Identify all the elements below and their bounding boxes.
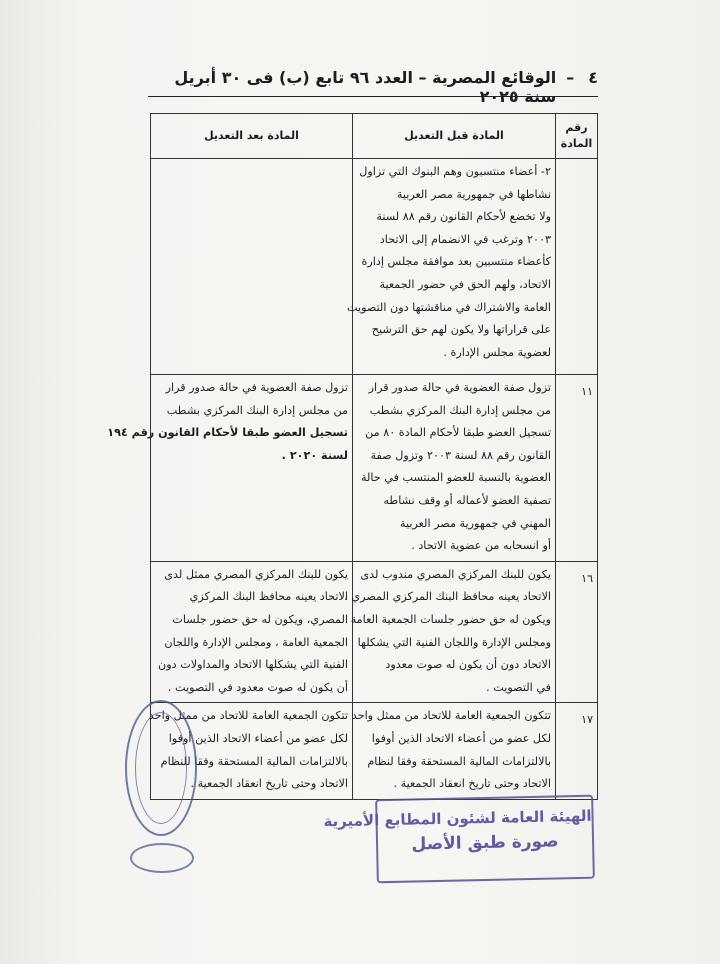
official-seal	[125, 700, 197, 836]
page-header: ٤ – الوقائع المصرية – العدد ٩٦ تابع (ب) فى ٣٠ أبريل سنة ٢٠٢٥	[160, 68, 598, 106]
article-text-line: لسنة ٢٠٢٠ .	[281, 448, 348, 462]
gazette-title: الوقائع المصرية – العدد ٩٦ تابع (ب) فى ٣٠ أبريل سنة ٢٠٢٥	[174, 68, 557, 106]
article-after-cell	[151, 159, 353, 375]
header-article-number: رقم المادة	[556, 114, 598, 159]
article-number-cell	[556, 375, 598, 562]
article-text-line: الجمعية العامة ، ومجلس الإدارة واللجان	[164, 635, 348, 649]
table-header-row	[151, 114, 598, 159]
article-text-line: المهني في جمهورية مصر العربية	[399, 516, 551, 530]
article-text-line: من مجلس إدارة البنك المركزي بشطب	[166, 403, 348, 417]
article-text-line: الاتحاد وحتى تاريخ انعقاد الجمعية .	[393, 777, 551, 791]
article-text-line: ومجلس الإدارة واللجان الفنية التي يشكلها	[357, 635, 551, 649]
article-text-line: القانون رقم ٨٨ لسنة ٢٠٠٣ وتزول صفة	[370, 448, 551, 462]
article-text-line: يكون للبنك المركزي المصري مندوب لدى	[360, 567, 551, 581]
article-text-line: بالالتزامات المالية المستحقة وفقا للنظام	[160, 754, 348, 768]
article-text-line: على قراراتها ولا يكون لهم حق الترشيح	[371, 323, 551, 337]
article-text-line: تسجيل العضو طبقا لأحكام المادة ٨٠ من	[365, 426, 551, 440]
article-text-line: الاتحاد دون أن يكون له صوت معدود	[385, 658, 551, 672]
article-number	[560, 161, 593, 165]
article-text-line: من مجلس إدارة البنك المركزي بشطب	[369, 403, 551, 417]
article-text-line: تزول صفة العضوية في حالة صدور قرار	[165, 381, 348, 394]
article-text-line: العامة والاشتراك في مناقشتها دون التصويت	[346, 300, 551, 314]
article-number-cell	[556, 159, 598, 375]
header-after: المادة بعد التعديل	[151, 114, 353, 159]
article-before-cell	[353, 703, 556, 799]
seal-oval-stamp	[130, 843, 194, 873]
article-text-line: الاتحاد وحتى تاريخ انعقاد الجمعية .	[190, 777, 348, 791]
article-text-line: لعضوية مجلس الإدارة .	[443, 345, 551, 359]
article-text-line: ولا تخضع لأحكام القانون رقم ٨٨ لسنة	[376, 210, 551, 224]
amendments-table	[107, 113, 598, 800]
article-after-cell	[107, 375, 353, 562]
article-text-line: تزول صفة العضوية في حالة صدور قرار	[368, 381, 551, 394]
article-number: ١٦	[581, 571, 593, 585]
table-row	[151, 375, 598, 562]
article-text-line: تسجيل العضو طبقا لأحكام القانون رقم ١٩٤	[107, 426, 348, 440]
article-text-line: الفنية التي يشكلها الاتحاد والمداولات دون	[158, 658, 348, 672]
page-number: ٤	[588, 68, 598, 87]
article-text-line: العضوية بالنسبة للعضو المنتسب في حالة	[360, 471, 551, 485]
article-number-cell	[556, 703, 598, 799]
article-text-line: الاتحاد يعينه محافظ البنك المركزي	[189, 590, 348, 604]
article-text-line: تصفية العضو لأعماله أو وقف نشاطه	[383, 493, 551, 507]
article-after-cell	[151, 561, 353, 703]
article-number-cell	[556, 561, 598, 703]
article-text-line: يكون للبنك المركزي المصري ممثل لدى	[164, 567, 348, 581]
article-before-cell	[353, 375, 556, 562]
article-number: ١١	[581, 385, 593, 398]
article-text-line: أو انسحابه من عضوية الاتحاد .	[411, 539, 551, 553]
article-text-line: بالالتزامات المالية المستحقة وفقا لنظام	[367, 754, 551, 768]
table-row	[151, 159, 598, 375]
article-text-line: تتكون الجمعية العامة للاتحاد من ممثل واحد	[148, 709, 348, 723]
stamp-certified-copy: صورة طبق الأصل	[411, 831, 559, 855]
article-text-line: أن يكون له صوت معدود في التصويت .	[167, 680, 348, 694]
article-text-line: لكل عضو من أعضاء الاتحاد الذين أوفوا	[168, 731, 348, 745]
certification-stamp	[323, 795, 595, 884]
article-text-line: الاتحاد، ولهم الحق في حضور الجمعية	[379, 277, 551, 291]
stamp-authority: الهيئة العامة لشئون المطابع الأميرية	[323, 806, 592, 831]
header-divider	[148, 96, 598, 97]
article-text-line: ويكون له حق حضور جلسات الجمعية العامة	[350, 612, 551, 626]
table-row	[151, 703, 598, 799]
article-text-line: لكل عضو من أعضاء الاتحاد الذين أوفوا	[371, 731, 551, 745]
article-text-line: ٢٠٠٣ وترغب في الانضمام إلى الاتحاد	[379, 232, 551, 246]
article-number: ١٧	[581, 713, 593, 727]
article-text-line: ٢- أعضاء منتسبون وهم البنوك التي تزاول	[359, 165, 551, 178]
article-text-line: تتكون الجمعية العامة للاتحاد من ممثل واحد	[351, 709, 551, 723]
article-before-cell	[344, 561, 556, 703]
article-before-cell	[346, 159, 556, 375]
table-row	[151, 561, 598, 703]
article-text-line: الاتحاد يعينه محافظ البنك المركزي المصري ،	[344, 590, 551, 604]
header-before: المادة قبل التعديل	[353, 114, 556, 159]
article-text-line: كأعضاء منتسبين بعد موافقة مجلس إدارة	[361, 255, 551, 269]
article-text-line: نشاطها في جمهورية مصر العربية	[396, 187, 551, 201]
article-text-line: المصري، ويكون له حق حضور جلسات	[172, 612, 348, 626]
article-text-line: في التصويت .	[486, 680, 551, 694]
